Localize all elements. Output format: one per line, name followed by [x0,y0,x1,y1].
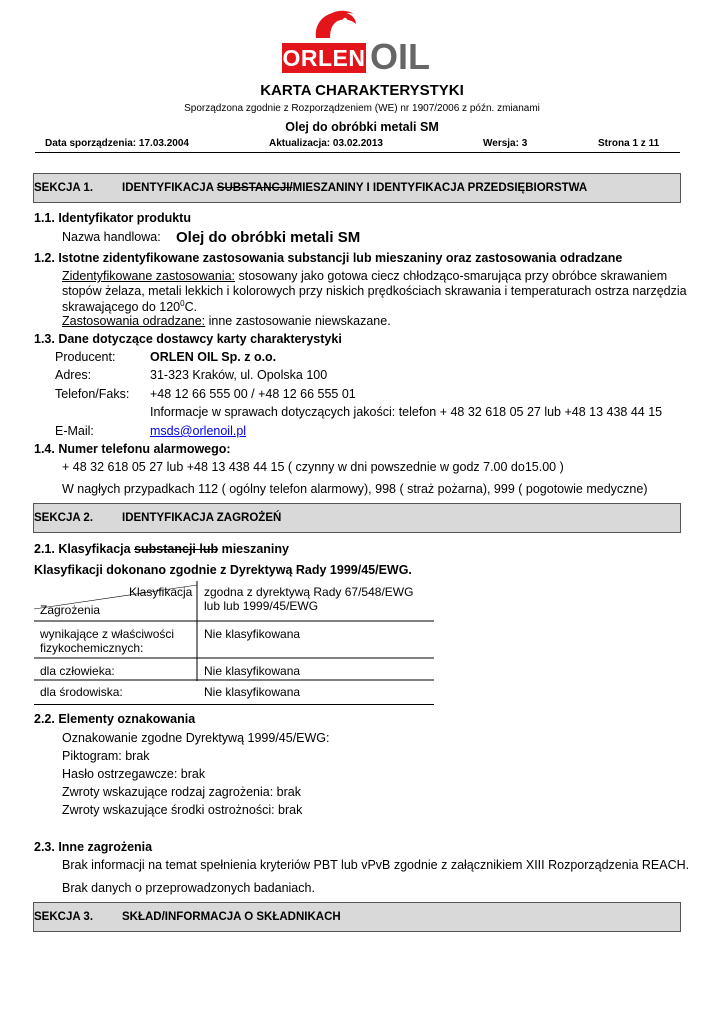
labelling-line: Hasło ostrzegawcze: brak [62,767,206,781]
identified-uses-line-2: stopów żelaza, metali lekkich i kolorowych przy niskich prędkościach skrawania i temperaturach ostrza narzędzia [62,284,687,298]
heading-2-2: 2.2. Elementy oznakowania [34,712,196,726]
section-3-header [33,902,681,932]
labelling-line: Piktogram: brak [62,749,150,763]
identified-uses-line-3: skrawającego do $120^0C$. [62,299,198,315]
section-2-header [33,503,681,533]
table-header-value-2: lub lub 1999/45/EWG [204,599,319,613]
table-header-classification: Klasyfikacja [129,585,193,599]
discouraged-uses: Zastosowania odradzane: inne zastosowanie niewskazane. [62,314,391,328]
other-hazards-line-2: Brak danych o przeprowadzonych badaniach. [62,881,315,895]
logo-orlen-box [282,43,366,73]
trade-name-label: Nazwa handlowa: [62,230,161,244]
table-row-label: dla człowieka: [40,664,115,678]
labelling-line: Zwroty wskazujące środki ostrożności: brak [62,803,303,817]
logo-orlen-text: ORLEN [282,45,366,71]
section-1-title: IDENTYFIKACJA SUBSTANCJI/MIESZANINY I IDENTYFIKACJA PRZEDSIĘBIORSTWA [122,182,588,194]
trade-name-value: Olej do obróbki metali SM [176,229,361,246]
section-1-number: SEKCJA 1. [34,182,94,194]
version: Wersja: 3 [483,138,528,149]
page-number: Strona 1 z 11 [598,138,660,149]
section-2-number: SEKCJA 2. [34,512,94,524]
address-label: Adres: [55,368,92,382]
document-subtitle: Sporządzona zgodnie z Rozporządzeniem (WE) nr 1907/2006 z późn. zmianami [184,103,540,114]
heading-1-4: 1.4. Numer telefonu alarmowego: [34,442,231,456]
phone-label: Telefon/Faks: [55,387,130,401]
section-3-number: SEKCJA 3. [34,911,94,923]
table-header-value-1: zgodna z dyrektywą Rady 67/548/EWG [204,585,414,599]
labelling-line: Zwroty wskazujące rodzaj zagrożenia: brak [62,785,301,799]
eagle-logo-icon [310,8,360,44]
other-hazards-line-1: Brak informacji na temat spełnienia kryteriów PBT lub vPvB zgodnie z załącznikiem XIII Rozporządzenia REACH. [62,858,690,872]
creation-date: Data sporządzenia: 17.03.2004 [45,138,189,149]
heading-1-1: 1.1. Identyfikator produktu [34,211,191,225]
phone-value: +48 12 66 555 00 / +48 12 66 555 01 [150,387,356,401]
table-row-label: fizykochemicznych: [40,641,144,655]
section-1-header [33,173,681,203]
alarm-phone-line-2: W nagłych przypadkach 112 ( ogólny telefon alarmowy), 998 ( straż pożarna), 999 ( pogotowie medyczne) [62,482,648,496]
table-row-value: Nie klasyfikowana [204,627,301,641]
orlen-oil-logo [282,8,430,77]
table-row-value: Nie klasyfikowana [204,685,301,699]
producer-label: Producent: [55,350,116,364]
classification-table [34,581,434,681]
heading-2-3: 2.3. Inne zagrożenia [34,840,153,854]
email-link[interactable]: msds@orlenoil.pl [150,424,247,438]
heading-2-1: 2.1. Klasyfikacja substancji lub mieszaniny [34,542,289,556]
product-title: Olej do obróbki metali SM [285,120,439,134]
heading-1-3: 1.3. Dane dotyczące dostawcy karty charakterystyki [34,332,342,346]
alarm-phone-line-1: + 48 32 618 05 27 lub +48 13 438 44 15 ( czynny w dni powszednie w godz 7.00 do15.00 ) [62,460,564,474]
email-label: E-Mail: [55,424,94,438]
address-value: 31-323 Kraków, ul. Opolska 100 [150,368,328,382]
table-row-value: Nie klasyfikowana [204,664,301,678]
table-header-hazards: Zagrożenia [40,603,101,617]
section-3-title: SKŁAD/INFORMACJA O SKŁADNIKACH [122,911,341,923]
section-2-title: IDENTYFIKACJA ZAGROŻEŃ [122,512,282,524]
quality-info: Informacje w sprawach dotyczących jakości: telefon + 48 32 618 05 27 lub +48 13 438 44 15 [150,405,663,419]
update-date: Aktualizacja: 03.02.2013 [269,138,383,149]
producer-value: ORLEN OIL Sp. z o.o. [150,350,277,364]
table-bottom-rule [34,704,434,705]
classification-note: Klasyfikacji dokonano zgodnie z Dyrektywą Rady 1999/45/EWG. [34,563,412,577]
table-row-label: wynikające z właściwości [40,627,175,641]
document-title: KARTA CHARAKTERYSTYKI [260,82,464,99]
heading-1-2: 1.2. Istotne zidentyfikowane zastosowania substancji lub mieszaniny oraz zastosowania odradzane [34,251,623,265]
identified-uses-line-1: Zidentyfikowane zastosowania: stosowany jako gotowa ciecz chłodząco-smarująca przy obróbce skrawaniem [62,269,668,283]
table-row-label: dla środowiska: [40,685,123,699]
logo-oil-text: OIL [370,36,430,77]
labelling-line: Oznakowanie zgodne Dyrektywą 1999/45/EWG: [62,731,330,745]
header-divider [35,152,680,153]
